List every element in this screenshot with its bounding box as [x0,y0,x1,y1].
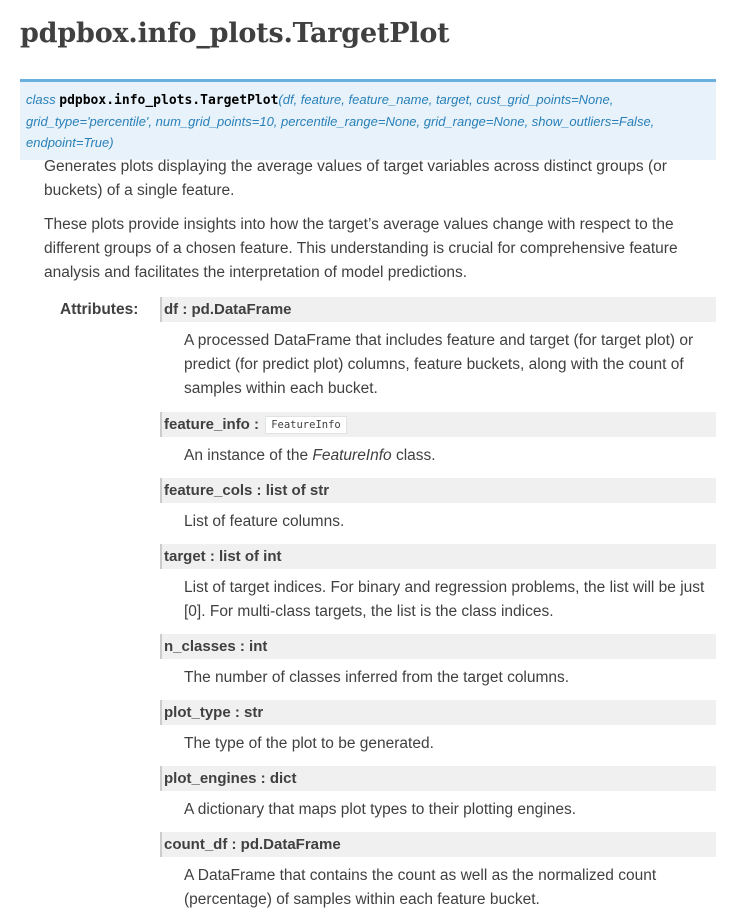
description-paragraph-1: Generates plots displaying the average values of target variables across distinct groups (or buckets) of a single feature. [44,158,667,199]
attribute-feature-info [160,412,716,468]
attribute-description: List of target indices. For binary and regression problems, the list will be just [0]. For multi-class targets, the list is the class indices. [184,579,705,620]
attribute-name: target : list of int [160,544,716,569]
attribute-description: The number of classes inferred from the target columns. [184,669,570,686]
desc-text: An instance of the [184,447,313,464]
signature-keyword: class [26,92,56,107]
attribute-name: feature_cols : list of str [160,478,716,503]
attribute-description: A DataFrame that contains the count as well as the normalized count (percentage) of samples within each feature bucket. [184,867,657,908]
attribute-feature-cols [160,478,716,534]
attribute-description: The type of the plot to be generated. [184,735,434,752]
signature-name: pdpbox.info_plots.TargetPlot [59,93,279,108]
attribute-name-row [160,412,716,437]
attribute-n-classes [160,634,716,690]
desc-emphasis: FeatureInfo [312,447,392,464]
attribute-description: A processed DataFrame that includes feature and target (for target plot) or predict (for predict plot) columns, feature buckets, along with the count of samples within each bucket. [184,332,694,397]
attribute-description [184,444,716,468]
attribute-name: df : pd.DataFrame [160,297,716,322]
attribute-description: A dictionary that maps plot types to their plotting engines. [184,801,577,818]
attribute-count-df [160,832,716,912]
attribute-name: count_df : pd.DataFrame [160,832,716,857]
attribute-plot-engines [160,766,716,822]
attributes-label: Attributes: [60,301,139,318]
attribute-name: plot_engines : dict [160,766,716,791]
attribute-type-code: FeatureInfo [265,416,347,434]
attribute-name: plot_type : str [160,700,716,725]
attribute-plot-type [160,700,716,756]
attribute-name: n_classes : int [160,634,716,659]
signature-params: (df, feature, feature_name, target, cust_grid_points=None, grid_type='percentile', num_grid_points=10, percentile_range=None, grid_range=None, show_outliers=False, endpoint=True) [26,92,655,150]
attribute-target [160,544,716,624]
class-signature [20,79,716,160]
attribute-df [160,297,716,401]
description-paragraph-2: These plots provide insights into how the target’s average values change with respect to the different groups of a chosen feature. This understanding is crucial for comprehensive feature analysis and facilitates the interpretation of model predictions. [44,216,678,281]
attribute-description: List of feature columns. [184,513,345,530]
desc-text: class. [391,447,436,464]
page-title: pdpbox.info_plots.TargetPlot [20,18,450,49]
attribute-name: feature_info : [164,416,260,433]
